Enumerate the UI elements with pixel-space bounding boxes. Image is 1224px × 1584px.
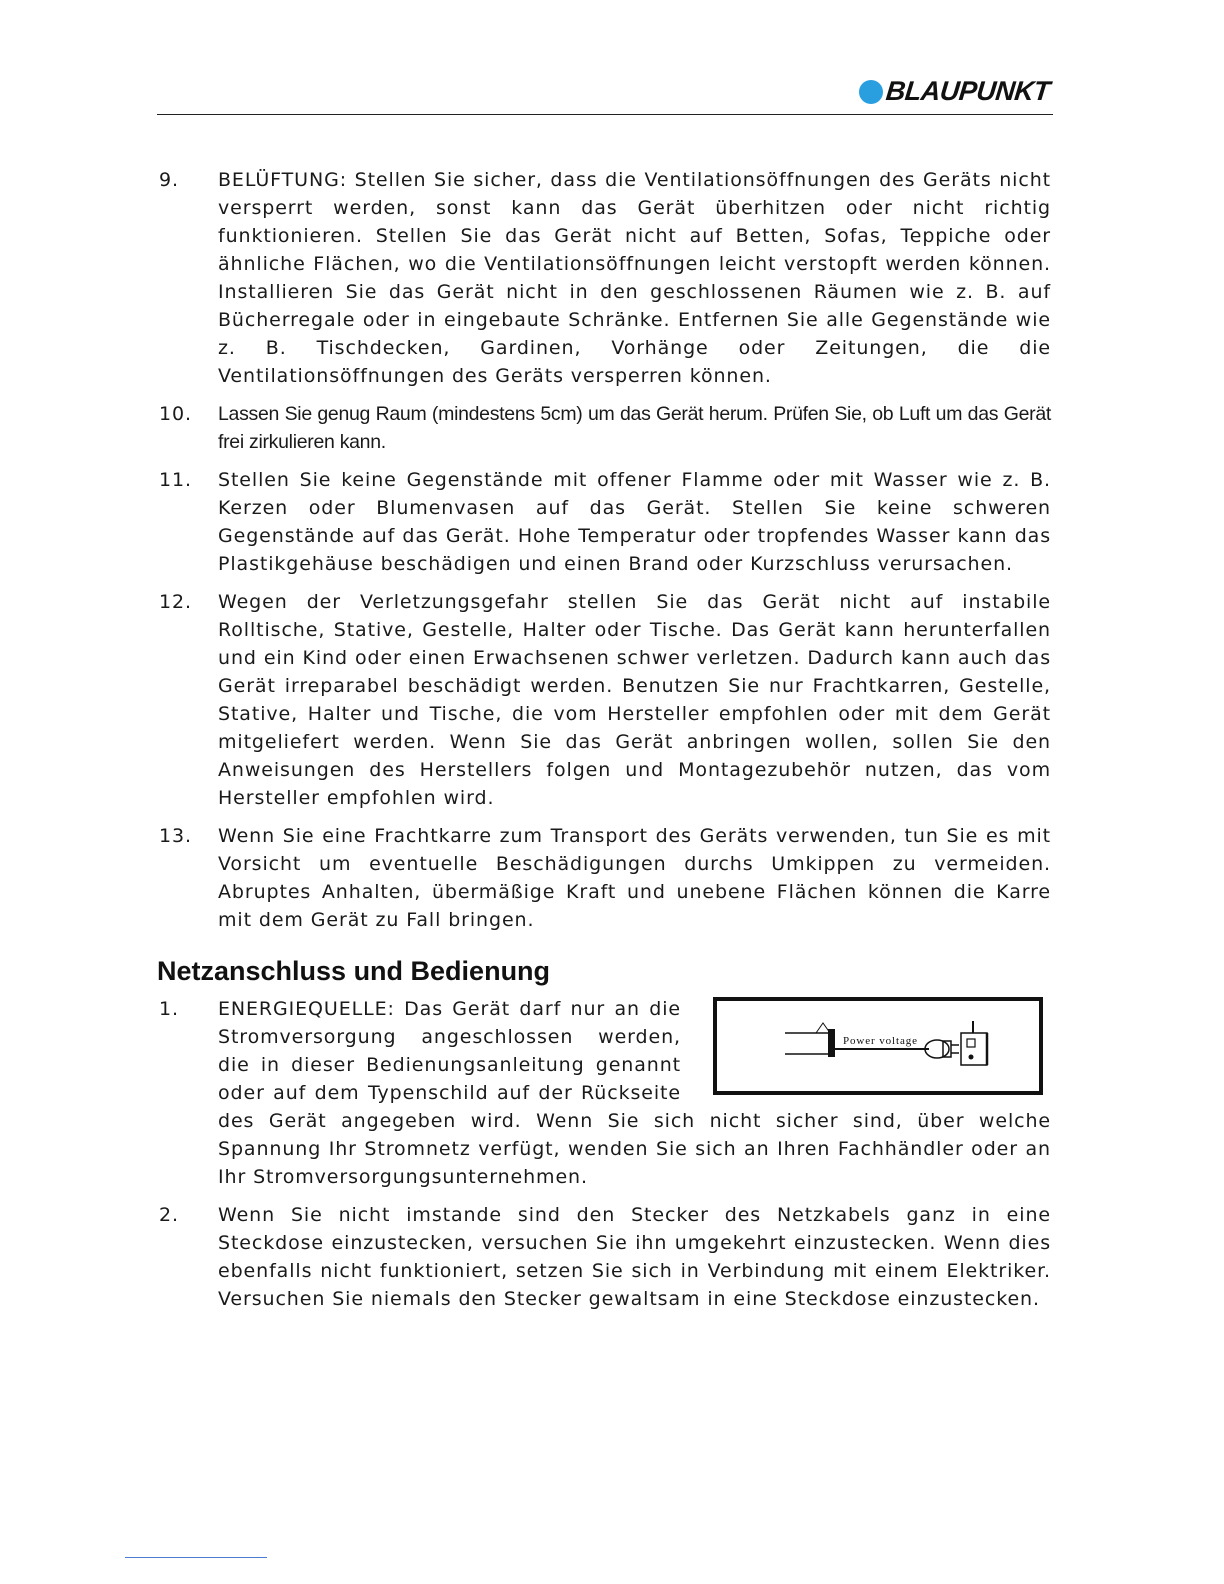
power-voltage-figure <box>713 997 1043 1095</box>
logo-dot-icon <box>859 80 883 104</box>
list-item <box>157 822 1051 934</box>
item-number: 1. <box>159 998 179 1020</box>
list-item <box>157 588 1051 812</box>
item-number: 10. <box>159 403 192 425</box>
section-title: Netzanschluss und Bedienung <box>157 956 551 986</box>
document-body <box>157 166 1051 1323</box>
item-text: Wenn Sie nicht imstande sind den Stecker des Netzkabels ganz in eine Steckdose einzustecken, versuchen Sie ihn umgekehrt einzustecken. Wenn dies ebenfalls nicht funktioniert, setzen Sie sich in Verbindung mit einem Elektriker. Versuchen Sie niemals den Stecker gewaltsam in eine Steckdose einzustecken. <box>218 1204 1051 1310</box>
item-text: BELÜFTUNG: Stellen Sie sicher, dass die Ventilationsöffnungen des Geräts nicht versperrt werden, sonst kann das Gerät überhitzen oder nicht richtig funktionieren. Stellen Sie das Gerät nicht auf Betten, Sofas, Teppiche oder ähnliche Flächen, wo die Ventilationsöffnungen leicht verstopft werden können. Installieren Sie das Gerät nicht in den geschlossenen Räumen wie z. B. auf Bücherregale oder in eingebaute Schränke. Entfernen Sie alle Gegenstände wie z. B. Tischdecken, Gardinen, Vorhänge oder Zeitungen, die die Ventilationsöffnungen des Geräts versperren können. <box>218 169 1051 387</box>
item-text: Wegen der Verletzungsgefahr stellen Sie das Gerät nicht auf instabile Rolltische, Stative, Gestelle, Halter oder Tische. Das Gerät kann herunterfallen und ein Kind oder einen Erwachsenen schwer verletzen. Dadurch kann auch das Gerät irreparabel beschädigt werden. Benutzen Sie nur Frachtkarren, Gestelle, Stative, Halter und Tische, die vom Hersteller empfohlen oder mit dem Gerät mitgeliefert werden. Wenn Sie das Gerät anbringen wollen, sollen Sie den Anweisungen des Herstellers folgen und Montagezubehör nutzen, das vom Hersteller empfohlen wird. <box>218 591 1051 809</box>
list-item <box>157 1201 1051 1313</box>
list-item <box>157 400 1051 456</box>
item-number: 11. <box>159 469 192 491</box>
page-header <box>157 72 1053 115</box>
item-text: ENERGIEQUELLE: Das Gerät darf nur an die Stromversorgung angeschlossen werden, die in dieser Bedienungsanleitung genannt oder auf dem Typenschild auf der Rückseite des Gerät angegeben wird. Wenn Sie sich nicht sicher sind, über welche Spannung Ihr Stromnetz verfügt, wenden Sie sich an Ihren Fachhändler oder an Ihr Stromversorgungsunternehmen. <box>218 998 1051 1188</box>
item-number: 9. <box>159 169 179 191</box>
item-number: 13. <box>159 825 192 847</box>
list-item <box>157 466 1051 578</box>
item-number: 2. <box>159 1204 179 1226</box>
list-item <box>157 166 1051 390</box>
power-plug-icon <box>717 1001 1039 1091</box>
footer-divider <box>125 1557 267 1558</box>
item-text: Lassen Sie genug Raum (mindestens 5cm) um das Gerät herum. Prüfen Sie, ob Luft um das Gerät frei zirkulieren kann. <box>218 403 1051 453</box>
figure-label: Power voltage <box>843 1035 918 1047</box>
brand-logo <box>859 76 1050 107</box>
brand-name: BLAUPUNKT <box>883 76 1051 106</box>
item-number: 12. <box>159 591 192 613</box>
item-text: Wenn Sie eine Frachtkarre zum Transport des Geräts verwenden, tun Sie es mit Vorsicht um eventuelle Beschädigungen durchs Umkippen zu vermeiden. Abruptes Anhalten, übermäßige Kraft und unebene Flächen können die Karre mit dem Gerät zu Fall bringen. <box>218 825 1051 931</box>
item-text: Stellen Sie keine Gegenstände mit offener Flamme oder mit Wasser wie z. B. Kerzen oder Blumenvasen auf das Gerät. Stellen Sie keine schweren Gegenstände auf das Gerät. Hohe Temperatur oder tropfendes Wasser kann das Plastikgehäuse beschädigen und einen Brand oder Kurzschluss verursachen. <box>218 469 1051 575</box>
list-item <box>157 995 1051 1191</box>
